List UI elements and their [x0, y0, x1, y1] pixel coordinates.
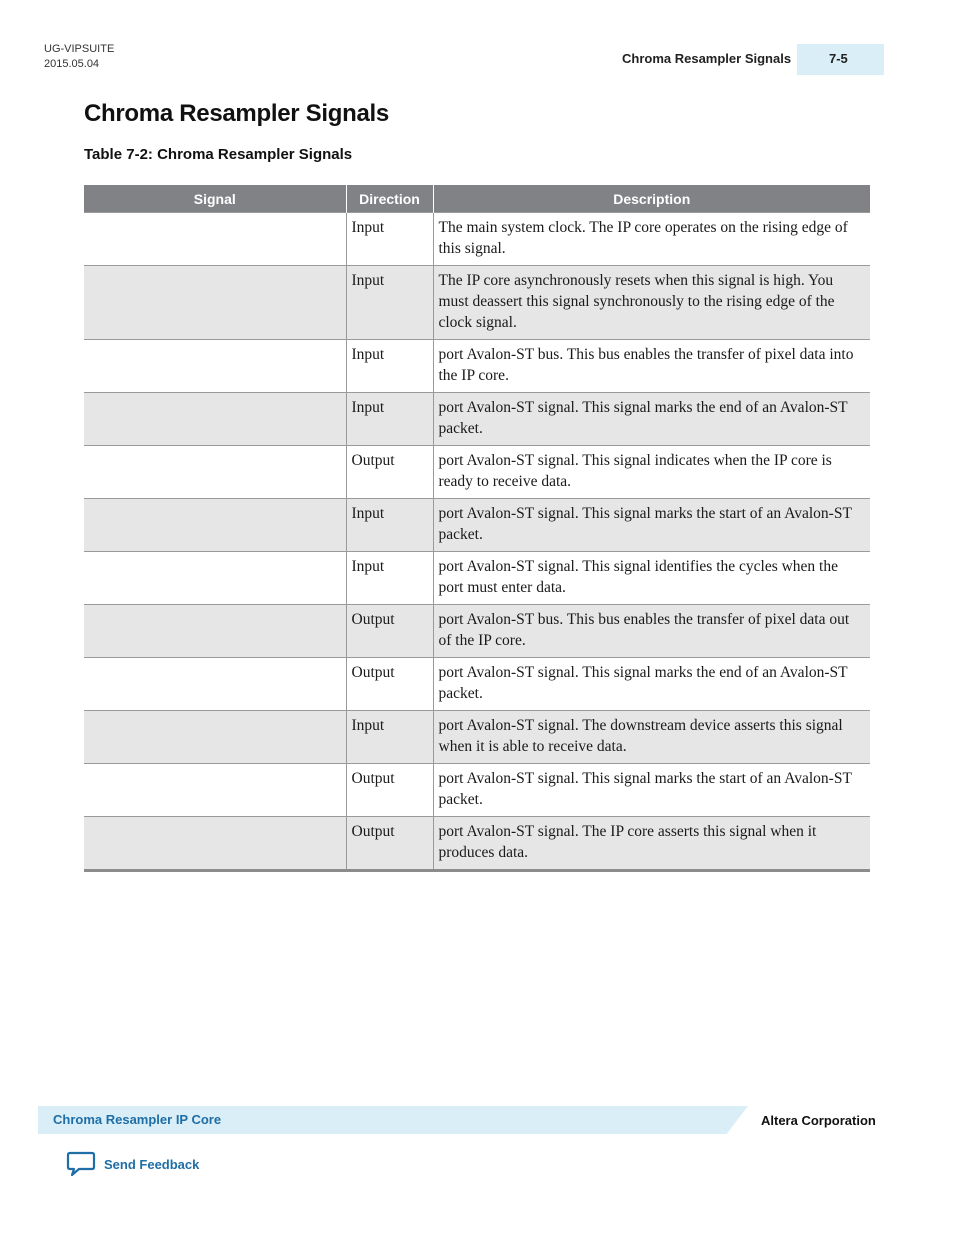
signal-cell: [84, 213, 346, 266]
signal-cell: [84, 817, 346, 871]
speech-bubble-icon: [66, 1150, 96, 1178]
signal-cell: [84, 499, 346, 552]
direction-cell: Output: [346, 817, 433, 871]
table-row: [84, 605, 870, 658]
table-row: [84, 711, 870, 764]
direction-cell: Output: [346, 446, 433, 499]
header-section-title: Chroma Resampler Signals: [622, 51, 792, 66]
direction-cell: Input: [346, 266, 433, 340]
description-cell: port Avalon-ST signal. This signal marks the start of an Avalon-ST packet.: [433, 499, 870, 552]
description-cell: port Avalon-ST bus. This bus enables the transfer of pixel data out of the IP core.: [433, 605, 870, 658]
column-header-direction: Direction: [346, 185, 433, 213]
column-header-signal: Signal: [84, 185, 346, 213]
signal-cell: [84, 266, 346, 340]
column-header-description: Description: [433, 185, 870, 213]
signal-cell: [84, 764, 346, 817]
page-number: 7-5: [829, 51, 848, 66]
direction-cell: Output: [346, 764, 433, 817]
description-cell: port Avalon-ST signal. This signal marks the start of an Avalon-ST packet.: [433, 764, 870, 817]
send-feedback-link[interactable]: [66, 1150, 199, 1178]
table-row: [84, 817, 870, 871]
table-caption: Table 7-2: Chroma Resampler Signals: [84, 146, 353, 163]
description-cell: The main system clock. The IP core operates on the rising edge of this signal.: [433, 213, 870, 266]
description-cell: port Avalon-ST signal. This signal marks the end of an Avalon-ST packet.: [433, 658, 870, 711]
signal-cell: [84, 340, 346, 393]
table-row: [84, 552, 870, 605]
doc-id: UG-VIPSUITE: [44, 43, 115, 55]
table-row: [84, 446, 870, 499]
signal-cell: [84, 605, 346, 658]
signal-cell: [84, 446, 346, 499]
direction-cell: Input: [346, 340, 433, 393]
footer-corporation: Altera Corporation: [761, 1113, 876, 1128]
doc-id-block: [44, 42, 114, 72]
signal-cell: [84, 552, 346, 605]
table-row: [84, 213, 870, 266]
signal-cell: [84, 658, 346, 711]
table-row: [84, 266, 870, 340]
description-cell: port Avalon-ST signal. The IP core asserts this signal when it produces data.: [433, 817, 870, 871]
table-row: [84, 499, 870, 552]
description-cell: port Avalon-ST bus. This bus enables the transfer of pixel data into the IP core.: [433, 340, 870, 393]
description-cell: port Avalon-ST signal. This signal identifies the cycles when the port must enter data.: [433, 552, 870, 605]
signal-cell: [84, 393, 346, 446]
direction-cell: Input: [346, 213, 433, 266]
table-row: [84, 340, 870, 393]
page-title: Chroma Resampler Signals: [84, 100, 389, 127]
direction-cell: Input: [346, 552, 433, 605]
direction-cell: Output: [346, 605, 433, 658]
table-row: [84, 393, 870, 446]
table-row: [84, 764, 870, 817]
description-cell: The IP core asynchronously resets when this signal is high. You must deassert this signal synchronously to the rising edge of the clock signal.: [433, 266, 870, 340]
signal-cell: [84, 711, 346, 764]
direction-cell: Input: [346, 393, 433, 446]
footer-section-link[interactable]: Chroma Resampler IP Core: [53, 1112, 222, 1127]
description-cell: port Avalon-ST signal. This signal marks the end of an Avalon-ST packet.: [433, 393, 870, 446]
direction-cell: Input: [346, 711, 433, 764]
page-number-badge: [797, 44, 884, 75]
description-cell: port Avalon-ST signal. This signal indicates when the IP core is ready to receive data.: [433, 446, 870, 499]
description-cell: port Avalon-ST signal. The downstream device asserts this signal when it is able to receive data.: [433, 711, 870, 764]
direction-cell: Output: [346, 658, 433, 711]
send-feedback-label: Send Feedback: [104, 1156, 200, 1172]
doc-date: 2015.05.04: [44, 58, 100, 70]
table-header-row: [84, 185, 870, 213]
table-row: [84, 658, 870, 711]
direction-cell: Input: [346, 499, 433, 552]
table-body: [84, 213, 870, 871]
signals-table: [84, 185, 870, 872]
